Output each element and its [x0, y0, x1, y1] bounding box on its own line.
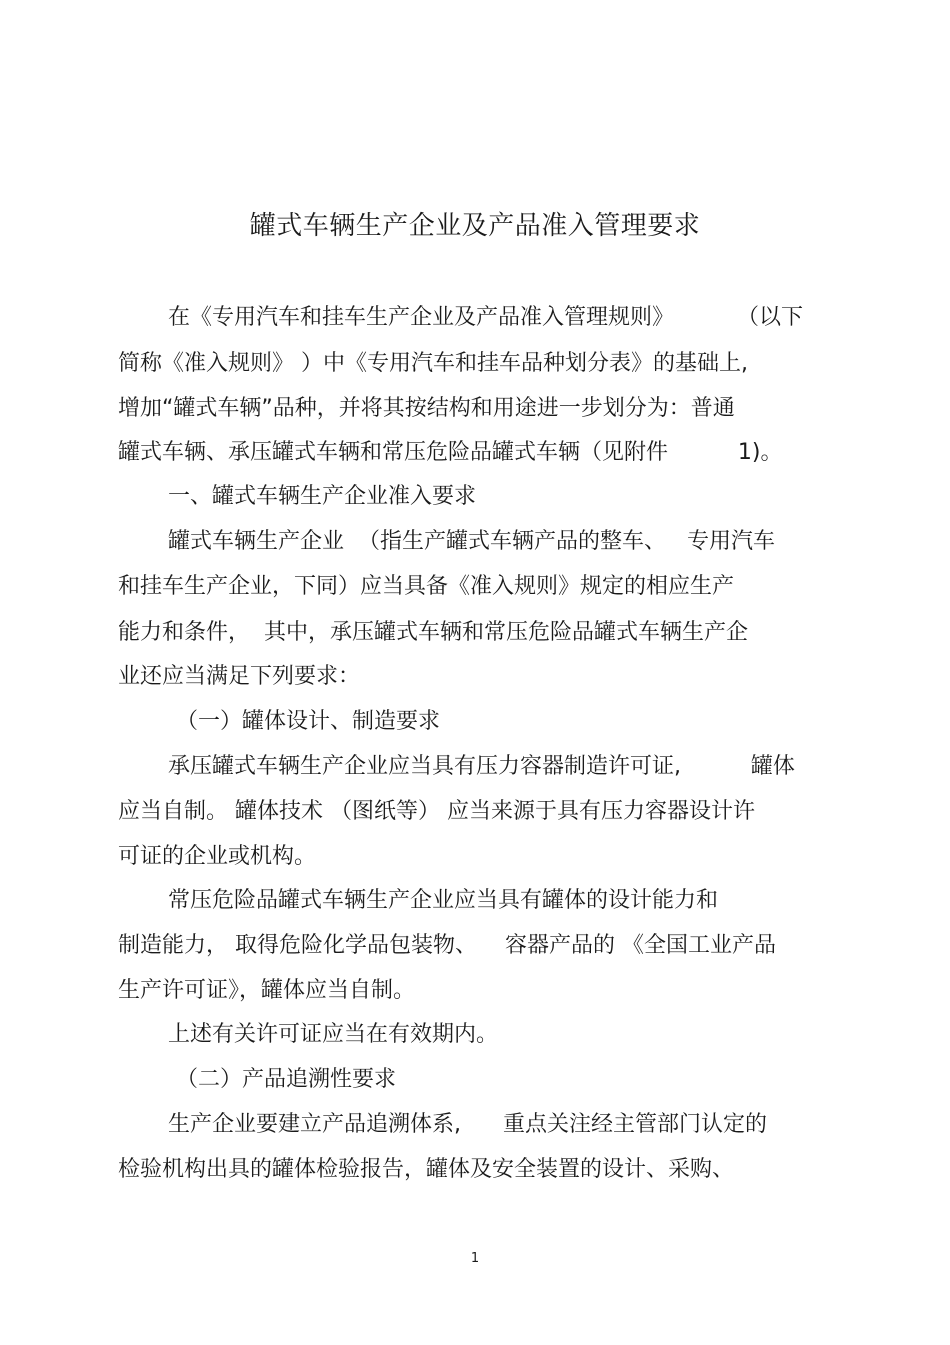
paragraph-line: 检验机构出具的罐体检验报告，罐体及安全装置的设计、采购、 — [118, 1157, 735, 1182]
paragraph-line: 应当自制。 罐体技术 （图纸等） 应当来源于具有压力容器设计许 — [118, 799, 755, 824]
paragraph-line: 简称《准入规则》 ）中《专用汽车和挂车品种划分表》的基础上, — [118, 351, 748, 376]
paragraph-line: 生产企业要建立产品追溯体系, 重点关注经主管部门认定的 — [168, 1112, 767, 1137]
paragraph-line: 增加“罐式车辆”品种，并将其按结构和用途进一步划分为：普通 — [118, 396, 735, 421]
paragraph-line: 制造能力， 取得危险化学品包装物、 容器产品的 《全国工业产品 — [118, 933, 776, 958]
paragraph-line: 生产许可证》，罐体应当自制。 — [118, 978, 416, 1003]
paragraph-line: 可证的企业或机构。 — [118, 844, 317, 869]
page-number: 1 — [470, 1251, 480, 1266]
subsection-heading: （一）罐体设计、制造要求 — [176, 709, 441, 734]
paragraph-line: 上述有关许可证应当在有效期内。 — [168, 1022, 499, 1047]
paragraph-line: 罐式车辆生产企业 （指生产罐式车辆产品的整车、 专用汽车 — [168, 529, 775, 554]
paragraph-line: 业还应当满足下列要求： — [118, 664, 361, 689]
section-heading: 一、罐式车辆生产企业准入要求 — [168, 484, 477, 509]
paragraph-line: 承压罐式车辆生产企业应当具有压力容器制造许可证, 罐体 — [168, 754, 795, 779]
paragraph-line: 常压危险品罐式车辆生产企业应当具有罐体的设计能力和 — [168, 888, 719, 913]
document-title: 罐式车辆生产企业及产品准入管理要求 — [249, 211, 701, 241]
paragraph-line: 能力和条件， 其中，承压罐式车辆和常压危险品罐式车辆生产企 — [118, 620, 748, 645]
paragraph-line: 和挂车生产企业，下同）应当具备《准入规则》规定的相应生产 — [118, 574, 735, 599]
paragraph-line: 在《专用汽车和挂车生产企业及产品准入管理规则》 （以下 — [168, 305, 803, 330]
subsection-heading: （二）产品追溯性要求 — [176, 1067, 397, 1092]
paragraph-line: 罐式车辆、承压罐式车辆和常压危险品罐式车辆（见附件 1)。 — [118, 440, 783, 465]
